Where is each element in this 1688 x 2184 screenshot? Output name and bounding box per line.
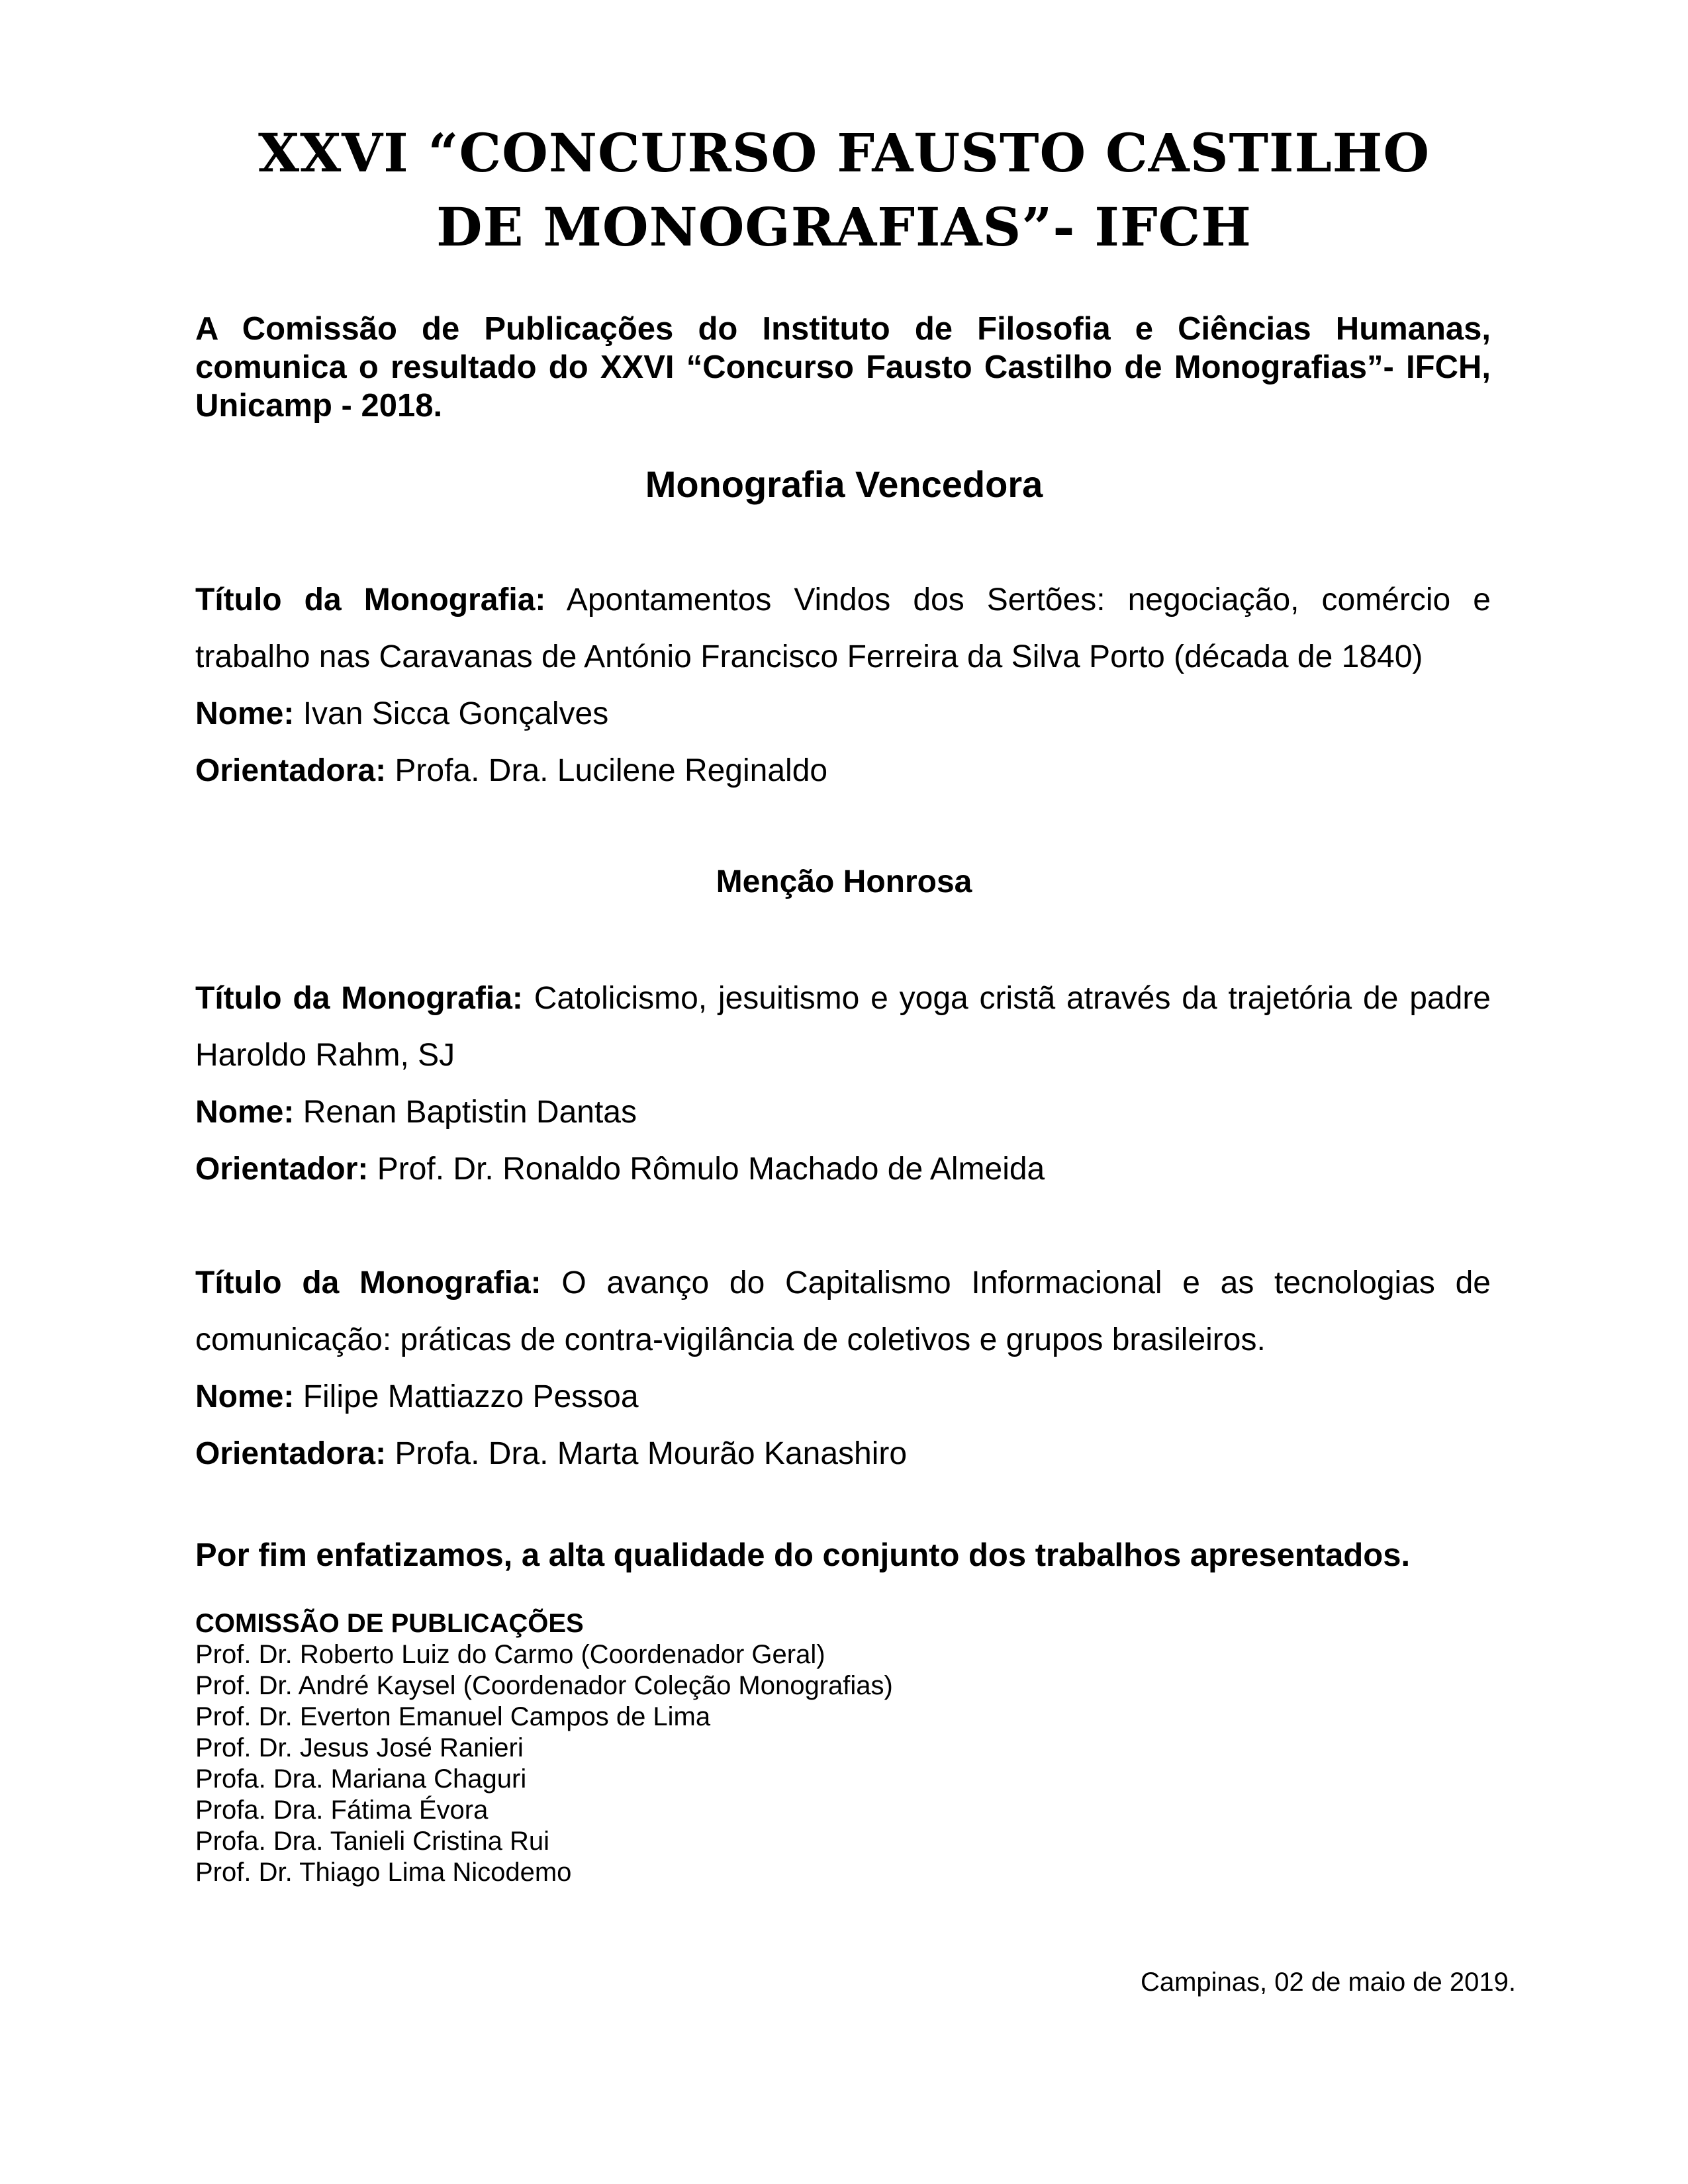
intro-paragraph: A Comissão de Publicações do Instituto de Filosofia e Ciências Humanas, comunica o resultado do XXVI “Concurso Fausto Castilho de Monografias”- IFCH, Unicamp - 2018. <box>195 311 1491 424</box>
entry-title-line <box>195 1255 1491 1369</box>
advisor-label: Orientador: <box>195 1152 369 1187</box>
commission-member: Prof. Dr. Thiago Lima Nicodemo <box>195 1858 572 1887</box>
author-name: Ivan Sicca Gonçalves <box>303 696 609 731</box>
title-label: Título da Monografia: <box>195 981 523 1016</box>
monograph-title: Apontamentos Vindos dos Sertões: negociação, comércio e trabalho nas Caravanas de António Francisco Ferreira da Silva Porto (década de 1840) <box>195 582 1491 674</box>
name-label: Nome: <box>195 696 295 731</box>
entry-title-line <box>195 970 1491 1084</box>
monograph-title: Catolicismo, jesuitismo e yoga cristã através da trajetória de padre Haroldo Rahm, SJ <box>195 981 1491 1073</box>
author-name: Filipe Mattiazzo Pessoa <box>303 1379 639 1414</box>
honorable-entry-2 <box>195 1255 1491 1482</box>
author-name: Renan Baptistin Dantas <box>303 1095 637 1130</box>
closing-statement: Por fim enfatizamos, a alta qualidade do conjunto dos trabalhos apresentados. <box>195 1537 1411 1573</box>
entry-advisor-line <box>195 1426 1491 1482</box>
name-label: Nome: <box>195 1095 295 1130</box>
commission-member: Prof. Dr. Roberto Luiz do Carmo (Coordenador Geral) <box>195 1640 825 1669</box>
winner-entry <box>195 572 1491 799</box>
monograph-title: O avanço do Capitalismo Informacional e as tecnologias de comunicação: práticas de contra-vigilância de coletivos e grupos brasileiros. <box>195 1265 1491 1357</box>
commission-member: Prof. Dr. Everton Emanuel Campos de Lima <box>195 1702 711 1731</box>
title-line-2: DE MONOGRAFIAS”- IFCH <box>436 196 1252 258</box>
winner-advisor-line <box>195 743 1491 799</box>
entry-advisor-line <box>195 1141 1491 1198</box>
honorable-entry-1 <box>195 970 1491 1198</box>
advisor-label: Orientadora: <box>195 1436 387 1471</box>
winner-title-line <box>195 572 1491 686</box>
commission-member: Profa. Dra. Mariana Chaguri <box>195 1764 527 1794</box>
commission-heading: COMISSÃO DE PUBLICAÇÕES <box>195 1609 584 1638</box>
document-date: Campinas, 02 de maio de 2019. <box>1140 1968 1516 1997</box>
entry-name-line <box>195 1084 1491 1141</box>
advisor-name: Prof. Dr. Ronaldo Rômulo Machado de Almeida <box>377 1152 1045 1187</box>
document-title <box>0 116 1688 264</box>
advisor-name: Profa. Dra. Lucilene Reginaldo <box>395 753 828 788</box>
title-label: Título da Monografia: <box>195 1265 541 1300</box>
commission-member: Prof. Dr. Jesus José Ranieri <box>195 1733 524 1762</box>
title-line-1: XXVI “CONCURSO FAUSTO CASTILHO <box>258 122 1430 184</box>
commission-member: Profa. Dra. Tanieli Cristina Rui <box>195 1827 550 1856</box>
advisor-label: Orientadora: <box>195 753 387 788</box>
entry-name-line <box>195 1369 1491 1426</box>
honorable-heading: Menção Honrosa <box>716 864 972 899</box>
commission-block <box>195 1608 1387 1888</box>
advisor-name: Profa. Dra. Marta Mourão Kanashiro <box>395 1436 908 1471</box>
title-label: Título da Monografia: <box>195 582 546 617</box>
winner-heading: Monografia Vencedora <box>645 463 1043 505</box>
name-label: Nome: <box>195 1379 295 1414</box>
commission-member: Prof. Dr. André Kaysel (Coordenador Coleção Monografias) <box>195 1671 893 1700</box>
commission-member: Profa. Dra. Fátima Évora <box>195 1796 489 1825</box>
winner-name-line <box>195 686 1491 743</box>
